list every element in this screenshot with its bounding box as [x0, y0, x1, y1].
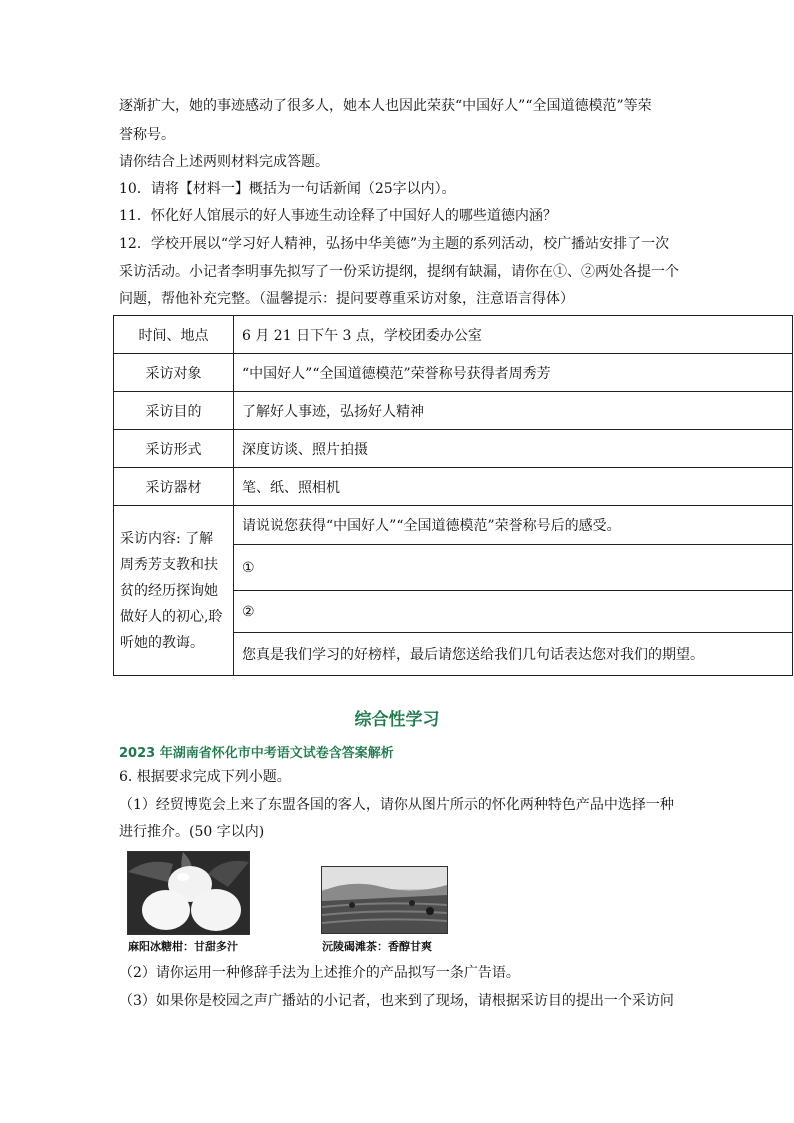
row-label: 采访对象: [114, 354, 234, 392]
oranges-illustration: [128, 852, 249, 934]
table-row: [114, 354, 793, 392]
oranges-photo-icon: [127, 851, 250, 935]
instruction-line: 请你结合上述两则材料完成答题。: [119, 154, 329, 170]
image-caption: 沅陵碣滩茶：香醇甘爽: [322, 940, 432, 953]
tea-plantation-illustration: [322, 867, 447, 933]
row-value: 了解好人事迹，弘扬好人精神: [234, 392, 793, 430]
interview-outline-table: [113, 315, 793, 676]
tea-plantation-photo-icon: [321, 866, 448, 934]
content-question: 请说说您获得“中国好人”“全国道德模范”荣誉称号后的感受。: [234, 506, 793, 545]
sub-question-1: （1）经贸博览会上来了东盟各国的客人，请你从图片所示的怀化两种特色产品中选择一种: [119, 797, 674, 813]
row-label: 采访器材: [114, 468, 234, 506]
row-label: 采访目的: [114, 392, 234, 430]
image-caption: 麻阳冰糖柑：甘甜多汁: [128, 940, 238, 953]
exam-source: 2023 年湖南省怀化市中考语文试卷含答案解析: [119, 746, 394, 761]
table-row: [114, 316, 793, 354]
blank-question-1: ①: [234, 545, 793, 591]
row-value: 6 月 21 日下午 3 点，学校团委办公室: [234, 316, 793, 354]
row-label: 时间、地点: [114, 316, 234, 354]
question-11: 11．怀化好人馆展示的好人事迹生动诠释了中国好人的哪些道德内涵？: [119, 208, 557, 224]
paragraph-line: 逐渐扩大，她的事迹感动了很多人，她本人也因此荣获“中国好人”“全国道德模范”等荣: [119, 98, 652, 114]
row-value: 笔、纸、照相机: [234, 468, 793, 506]
question-6: 6. 根据要求完成下列小题。: [119, 769, 291, 785]
paragraph-line: 采访活动。小记者李明事先拟写了一份采访提纲，提纲有缺漏，请你在①、②两处各提一个: [119, 264, 679, 280]
blank-question-2: ②: [234, 591, 793, 633]
question-10: 10．请将【材料一】概括为一句话新闻（25字以内）。: [119, 181, 456, 197]
row-value: 深度访谈、照片拍摄: [234, 430, 793, 468]
table-row: [114, 468, 793, 506]
paragraph-line: 誉称号。: [119, 127, 175, 143]
sub-question-1-cont: 进行推介。(50 字以内): [119, 824, 265, 840]
table-row: [114, 392, 793, 430]
sub-question-3: （3）如果你是校园之声广播站的小记者，也来到了现场，请根据采访目的提出一个采访问: [119, 993, 674, 1009]
interview-content-label: 采访内容: 了解周秀芳支教和扶贫的经历探询她做好人的初心,聆听她的教诲。: [114, 506, 234, 676]
section-title: 综合性学习: [354, 710, 440, 730]
paragraph-line: 问题，帮他补充完整。（温馨提示：提问要尊重采访对象，注意语言得体）: [119, 291, 574, 307]
row-value: “中国好人”“全国道德模范”荣誉称号获得者周秀芳: [234, 354, 793, 392]
question-12: 12．学校开展以“学习好人精神，弘扬中华美德”为主题的系列活动，校广播站安排了一次: [119, 236, 670, 252]
table-row: [114, 430, 793, 468]
sub-question-2: （2）请你运用一种修辞手法为上述推介的产品拟写一条广告语。: [119, 965, 520, 981]
table-row: [114, 506, 793, 545]
row-label: 采访形式: [114, 430, 234, 468]
content-question: 您真是我们学习的好榜样，最后请您送给我们几句话表达您对我们的期望。: [234, 633, 793, 676]
